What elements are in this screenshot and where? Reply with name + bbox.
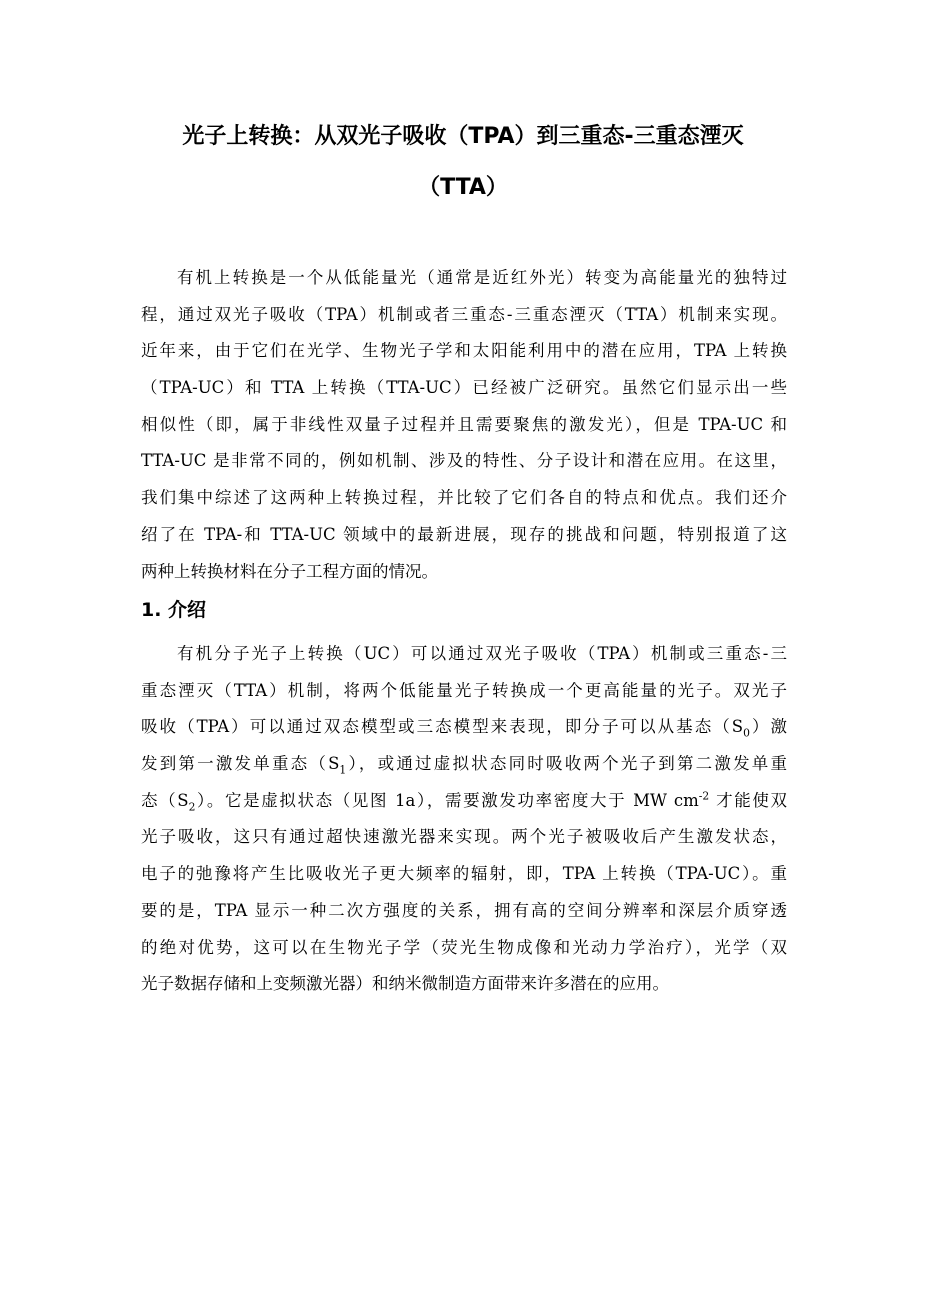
abstract-paragraph [141,260,787,590]
intro-line: 重态湮灭（TTA）机制，将两个低能量光子转换成一个更高能量的光子。双光子 [141,680,787,700]
intro-text-segment: 发到第一激发单重态（S [141,754,340,774]
subscript-s2: 2 [188,800,196,814]
intro-line: 的绝对优势，这可以在生物光子学（荧光生物成像和光动力学治疗），光学（双 [141,937,787,957]
intro-line [141,783,787,820]
intro-line: 光子吸收，这只有通过超快速激光器来实现。两个光子被吸收后产生激发状态， [141,827,787,847]
intro-text-segment: 吸收（TPA）可以通过双态模型或三态模型来表现，即分子可以从基态（S [141,717,744,737]
superscript-minus-2: -2 [698,789,710,803]
abstract-line: 两种上转换材料在分子工程方面的情况。 [141,561,438,581]
abstract-line: （TPA-UC）和 TTA 上转换（TTA-UC）已经被广泛研究。虽然它们显示出一些 [141,378,787,398]
intro-text-segment: 态（S [141,790,189,810]
intro-text-segment: ），或通过虚拟状态同时吸收两个光子到第二激发单重 [346,754,788,774]
intro-line: 光子数据存储和上变频激光器）和纳米微制造方面带来许多潜在的应用。 [141,974,669,994]
abstract-line: 近年来，由于它们在光学、生物光子学和太阳能利用中的潜在应用，TPA 上转换 [141,341,787,361]
intro-line: 电子的弛豫将产生比吸收光子更大频率的辐射，即，TPA 上转换（TPA-UC）。重 [141,864,787,884]
subscript-s0: 0 [743,726,750,740]
intro-text-segment: 才能使双 [709,790,787,810]
intro-line [141,709,787,746]
document-title-line-2: （TTA） [418,175,508,200]
intro-text-segment: ）。它是虚拟状态（见图 1a），需要激发功率密度大于 MW cm [195,790,699,810]
intro-line: 要的是，TPA 显示一种二次方强度的关系，拥有高的空间分辨率和深层介质穿透 [141,900,787,920]
intro-line: 有机分子光子上转换（UC）可以通过双光子吸收（TPA）机制或三重态-三 [177,644,787,663]
introduction-paragraph [141,636,787,1003]
section-heading-introduction: 1. 介绍 [141,599,207,621]
subscript-s1: 1 [339,763,347,777]
intro-line [141,746,787,783]
intro-text-segment: ）激 [749,717,788,737]
abstract-line: 绍了在 TPA-和 TTA-UC 领域中的最新进展，现存的挑战和问题，特别报道了这 [141,524,787,544]
abstract-line: TTA-UC 是非常不同的，例如机制、涉及的特性、分子设计和潜在应用。在这里， [141,451,787,471]
abstract-line: 相似性（即，属于非线性双量子过程并且需要聚焦的激发光），但是 TPA-UC 和 [141,414,787,434]
abstract-line: 我们集中综述了这两种上转换过程，并比较了它们各自的特点和优点。我们还介 [141,488,787,508]
document-title-line-1: 光子上转换：从双光子吸收（TPA）到三重态-三重态湮灭 [182,124,744,149]
abstract-line: 程，通过双光子吸收（TPA）机制或者三重态-三重态湮灭（TTA）机制来实现。 [141,304,787,324]
abstract-line: 有机上转换是一个从低能量光（通常是近红外光）转变为高能量光的独特过 [177,268,787,287]
